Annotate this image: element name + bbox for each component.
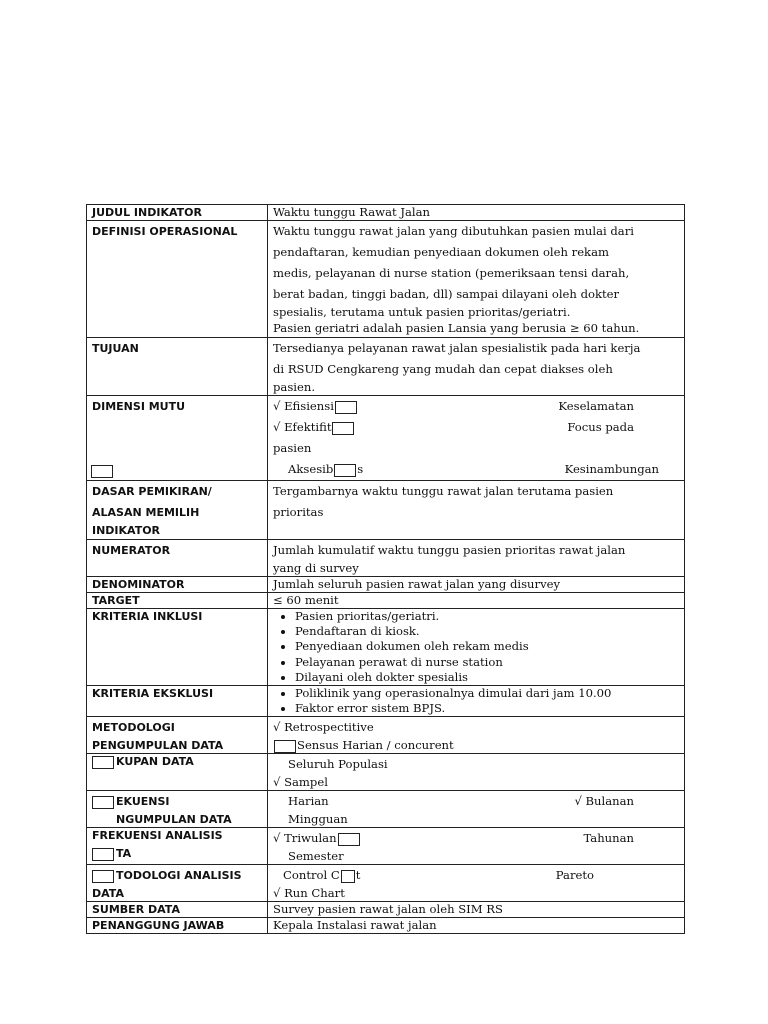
label-line: TODOLOGI ANALISIS: [92, 865, 262, 886]
tujuan-line: Tersedianya pelayanan rawat jalan spesialistik pada hari kerja: [273, 341, 641, 355]
value-judul-indikator: Waktu tunggu Rawat Jalan: [268, 205, 685, 221]
frekuensi-option-row: [273, 791, 679, 812]
label-definisi-operasional: DEFINISI OPERASIONAL: [87, 221, 268, 338]
label-numerator: NUMERATOR: [87, 540, 268, 577]
label-cakupan-data: [87, 754, 268, 791]
option-focus-pada-pasien: Focus pada: [567, 420, 634, 434]
label-line: METODOLOGI: [92, 721, 175, 735]
label-kriteria-eksklusi: KRITERIA EKSKLUSI: [87, 686, 268, 717]
option-mingguan: Mingguan: [288, 812, 348, 827]
list-item: • Poliklinik yang operasionalnya dimulai dari jam 10.00: [295, 686, 679, 701]
value-cakupan-data: [268, 754, 685, 791]
label-text: KUPAN DATA: [116, 755, 194, 769]
label-line: INDIKATOR: [92, 524, 161, 537]
definisi-line: pendaftaran, kemudian penyediaan dokumen oleh rekam: [273, 245, 609, 259]
row-metodologi-pengumpulan: [87, 717, 685, 754]
label-line: ALASAN MEMILIH: [92, 506, 200, 519]
label-tujuan: TUJUAN: [87, 338, 268, 396]
definisi-line: medis, pelayanan di nurse station (pemeriksaan tensi darah,: [273, 266, 630, 280]
eksklusi-list: [273, 686, 679, 716]
checkbox[interactable]: [332, 422, 354, 435]
option-kesinambungan: Kesinambungan: [564, 462, 659, 476]
checkbox[interactable]: [92, 756, 114, 769]
option-focus-pada-pasien-cont: pasien: [273, 441, 312, 455]
analisis-method-row: [273, 865, 679, 886]
label-line: NGUMPULAN DATA: [116, 813, 232, 827]
list-item: • Pasien prioritas/geriatri.: [295, 609, 679, 624]
checkbox[interactable]: [338, 833, 360, 846]
label-line: EKUENSI: [92, 791, 262, 812]
numerator-line: Jumlah kumulatif waktu tunggu pasien prioritas rawat jalan: [273, 543, 626, 557]
option-seluruh-populasi: Seluruh Populasi: [288, 757, 388, 772]
option-retrospective: √ Retrospectitive: [273, 720, 374, 735]
option-semester: Semester: [288, 849, 344, 864]
tujuan-line: pasien.: [273, 380, 316, 394]
value-kriteria-inklusi: [268, 609, 685, 686]
label-line: FREKUENSI ANALISIS: [92, 829, 223, 843]
value-target: ≤ 60 menit: [268, 593, 685, 609]
option-aksesibilitas: Aksesib s: [288, 462, 364, 476]
label-line: TA: [92, 843, 262, 864]
option-sensus-harian: Sensus Harian / concurent: [273, 738, 679, 753]
checkbox[interactable]: [92, 848, 114, 861]
label-judul-indikator: JUDUL INDIKATOR: [87, 205, 268, 221]
list-item: • Faktor error sistem BPJS.: [295, 701, 679, 716]
checkbox[interactable]: [92, 870, 114, 883]
definisi-line: Pasien geriatri adalah pasien Lansia yang berusia ≥ 60 tahun.: [273, 321, 640, 335]
label-target: TARGET: [87, 593, 268, 609]
option-tahunan: Tahunan: [583, 831, 634, 846]
row-tujuan: [87, 338, 685, 396]
checkbox[interactable]: [341, 870, 355, 883]
label-kriteria-inklusi: KRITERIA INKLUSI: [87, 609, 268, 686]
row-judul-indikator: [87, 205, 685, 221]
label-denominator: DENOMINATOR: [87, 577, 268, 593]
option-keselamatan: Keselamatan: [558, 399, 634, 413]
value-frekuensi-analisis: [268, 828, 685, 865]
numerator-line: yang di survey: [273, 561, 359, 575]
value-numerator: [268, 540, 685, 577]
analisis-option-row: [273, 828, 679, 849]
label-line: PENGUMPULAN DATA: [92, 739, 224, 753]
checkbox[interactable]: [334, 464, 356, 477]
label-dimensi-mutu: [87, 396, 268, 481]
row-cakupan-data: [87, 754, 685, 791]
value-tujuan: [268, 338, 685, 396]
list-item: • Pelayanan perawat di nurse station: [295, 655, 679, 670]
row-kriteria-eksklusi: [87, 686, 685, 717]
row-penanggung-jawab: [87, 918, 685, 934]
inklusi-list: [273, 609, 679, 685]
dasar-line: prioritas: [273, 505, 324, 519]
row-sumber-data: [87, 902, 685, 918]
list-item: • Pendaftaran di kiosk.: [295, 624, 679, 639]
label-frekuensi-pengumpulan: [87, 791, 268, 828]
row-kriteria-inklusi: [87, 609, 685, 686]
row-dasar-pemikiran: [87, 481, 685, 540]
row-frekuensi-pengumpulan: [87, 791, 685, 828]
value-dasar-pemikiran: [268, 481, 685, 540]
indicator-profile-table: [86, 204, 685, 934]
option-efektifitas: √ Efektifit: [273, 417, 355, 438]
checkbox[interactable]: [335, 401, 357, 414]
dimensi-option-row: [273, 396, 679, 417]
row-denominator: [87, 577, 685, 593]
checkbox[interactable]: [92, 796, 114, 809]
label-sumber-data: SUMBER DATA: [87, 902, 268, 918]
row-dimensi-mutu: [87, 396, 685, 481]
label-metodologi-pengumpulan: [87, 717, 268, 754]
value-dimensi-mutu: [268, 396, 685, 481]
dimensi-label-text: DIMENSI MUTU: [92, 400, 186, 413]
row-target: [87, 593, 685, 609]
option-sampel: √ Sampel: [273, 775, 328, 790]
value-metodologi-analisis: [268, 865, 685, 902]
dimensi-option-row: [273, 417, 679, 438]
dimensi-option-row: [273, 459, 679, 480]
label-penanggung-jawab: PENANGGUNG JAWAB: [87, 918, 268, 934]
tujuan-line: di RSUD Cengkareng yang mudah dan cepat diakses oleh: [273, 362, 613, 376]
value-sumber-data: Survey pasien rawat jalan oleh SIM RS: [268, 902, 685, 918]
value-denominator: Jumlah seluruh pasien rawat jalan yang disurvey: [268, 577, 685, 593]
list-item: • Penyediaan dokumen oleh rekam medis: [295, 639, 679, 654]
definisi-line: spesialis, terutama untuk pasien prioritas/geriatri.: [273, 305, 571, 319]
option-bulanan: √ Bulanan: [574, 794, 634, 809]
definisi-line: Waktu tunggu rawat jalan yang dibutuhkan pasien mulai dari: [273, 224, 634, 238]
option-efisiensi: √ Efisiensi: [273, 396, 358, 417]
value-kriteria-eksklusi: [268, 686, 685, 717]
option-pareto: Pareto: [555, 868, 594, 883]
option-control-chart: Control C t: [283, 868, 361, 883]
label-line: DASAR PEMIKIRAN/: [92, 485, 212, 498]
checkbox[interactable]: [91, 465, 113, 478]
value-penanggung-jawab: Kepala Instalasi rawat jalan: [268, 918, 685, 934]
value-frekuensi-pengumpulan: [268, 791, 685, 828]
label-frekuensi-analisis: [87, 828, 268, 865]
dasar-line: Tergambarnya waktu tunggu rawat jalan terutama pasien: [273, 484, 614, 498]
row-frekuensi-analisis: [87, 828, 685, 865]
option-run-chart: √ Run Chart: [273, 886, 345, 901]
label-dasar-pemikiran: [87, 481, 268, 540]
option-triwulan: √ Triwulan: [273, 828, 361, 849]
option-harian: Harian: [288, 794, 329, 809]
label-metodologi-analisis: [87, 865, 268, 902]
row-definisi-operasional: [87, 221, 685, 338]
row-numerator: [87, 540, 685, 577]
value-metodologi-pengumpulan: [268, 717, 685, 754]
value-definisi-operasional: [268, 221, 685, 338]
list-item: • Dilayani oleh dokter spesialis: [295, 670, 679, 685]
label-line: DATA: [92, 887, 124, 901]
definisi-line: berat badan, tinggi badan, dll) sampai dilayani oleh dokter: [273, 287, 620, 301]
row-metodologi-analisis: [87, 865, 685, 902]
checkbox[interactable]: [274, 740, 296, 753]
